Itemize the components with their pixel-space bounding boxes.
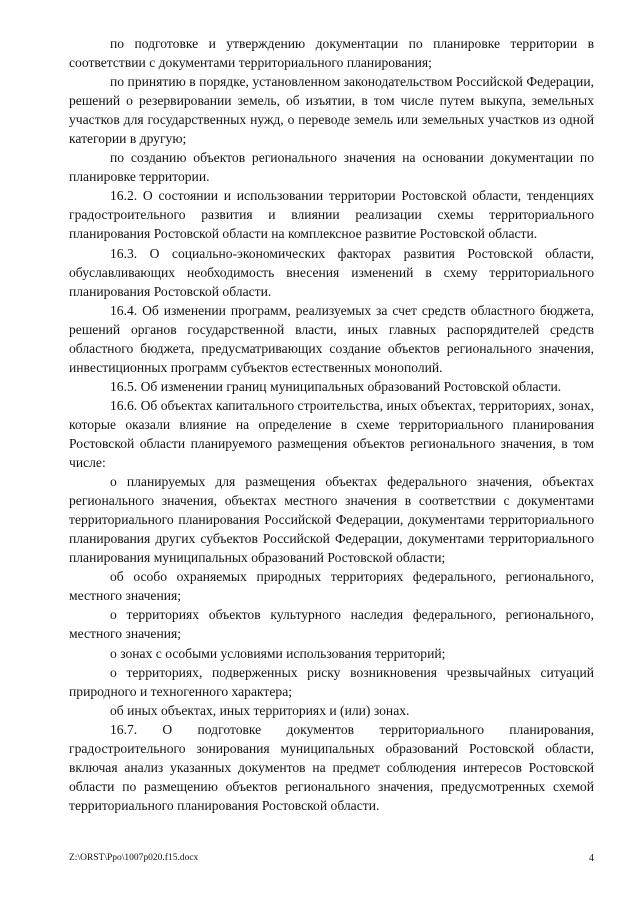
paragraph-item-planned-objects: о планируемых для размещения объектах федерального значения, объектах регионального значения, объектах местного значения в соответствии с документами территориального планирования Российской Федерации, документами территориального планирования других субъектов Российской Федерации, документами территориального планирования муниципальных образований Ростовской области; <box>69 474 594 566</box>
footer-file-path: Z:\ORST\Ppo\1007p020.f15.docx <box>69 853 199 863</box>
paragraph-item-regional-objects-creation: по созданию объектов регионального значения на основании документации по планировке территории. <box>69 150 594 185</box>
paragraph-16-4: 16.4. Об изменении программ, реализуемых за счет средств областного бюджета, решений органов государственной власти, иных главных распорядителей средств областного бюджета, предусматривающих создание объектов регионального значения, инвестиционных программ субъектов естественных монополий. <box>69 302 594 375</box>
page-number: 4 <box>589 853 594 864</box>
paragraph-16-2: 16.2. О состоянии и использовании территории Ростовской области, тенденциях градостроительного развития и влиянии реализации схемы территориального планирования Ростовской области на комплексное развитие Ростовской области. <box>69 188 594 242</box>
paragraph-item-special-zones: о зонах с особыми условиями использования территорий; <box>110 645 446 661</box>
paragraph-16-7: 16.7. О подготовке документов территориального планирования, градостроительного зонирования муниципальных образований Ростовской области, включая анализ указанных документов на предмет соблюдения интересов Ростовской области по размещению объектов регионального значения, предусмотренных схемой территориального планирования Ростовской области. <box>69 721 594 813</box>
paragraph-item-protected-areas: об особо охраняемых природных территориях федерального, регионального, местного значения; <box>69 569 594 604</box>
paragraph-16-5: 16.5. Об изменении границ муниципальных образований Ростовской области. <box>110 378 562 394</box>
paragraph-16-3: 16.3. О социально-экономических факторах развития Ростовской области, обуславливающих необходимость внесения изменений в схему территориального планирования Ростовской области. <box>69 245 594 299</box>
paragraph-item-cultural-heritage: о территориях объектов культурного наследия федерального, регионального, местного значения; <box>69 607 594 642</box>
paragraph-item-emergency-risk: о территориях, подверженных риску возникновения чрезвычайных ситуаций природного и техногенного характера; <box>69 664 594 699</box>
paragraph-16-6: 16.6. Об объектах капитального строительства, иных объектах, территориях, зонах, которые оказали влияние на определение в схеме территориального планирования Ростовской области планируемого размещения объектов регионального значения, в том числе: <box>69 397 594 471</box>
paragraph-item-land-reservation: по принятию в порядке, установленном законодательством Российской Федерации, решений о резервировании земель, об изъятии, в том числе путем выкупа, земельных участков для государственных нужд, о переводе земель или земельных участков из одной категории в другую; <box>69 74 594 147</box>
document-body <box>69 34 594 815</box>
paragraph-item-other-objects: об иных объектах, иных территориях и (или) зонах. <box>110 702 410 718</box>
paragraph-item-documentation-planning: по подготовке и утверждению документации по планировке территории в соответствии с документами территориального планирования; <box>69 36 594 71</box>
